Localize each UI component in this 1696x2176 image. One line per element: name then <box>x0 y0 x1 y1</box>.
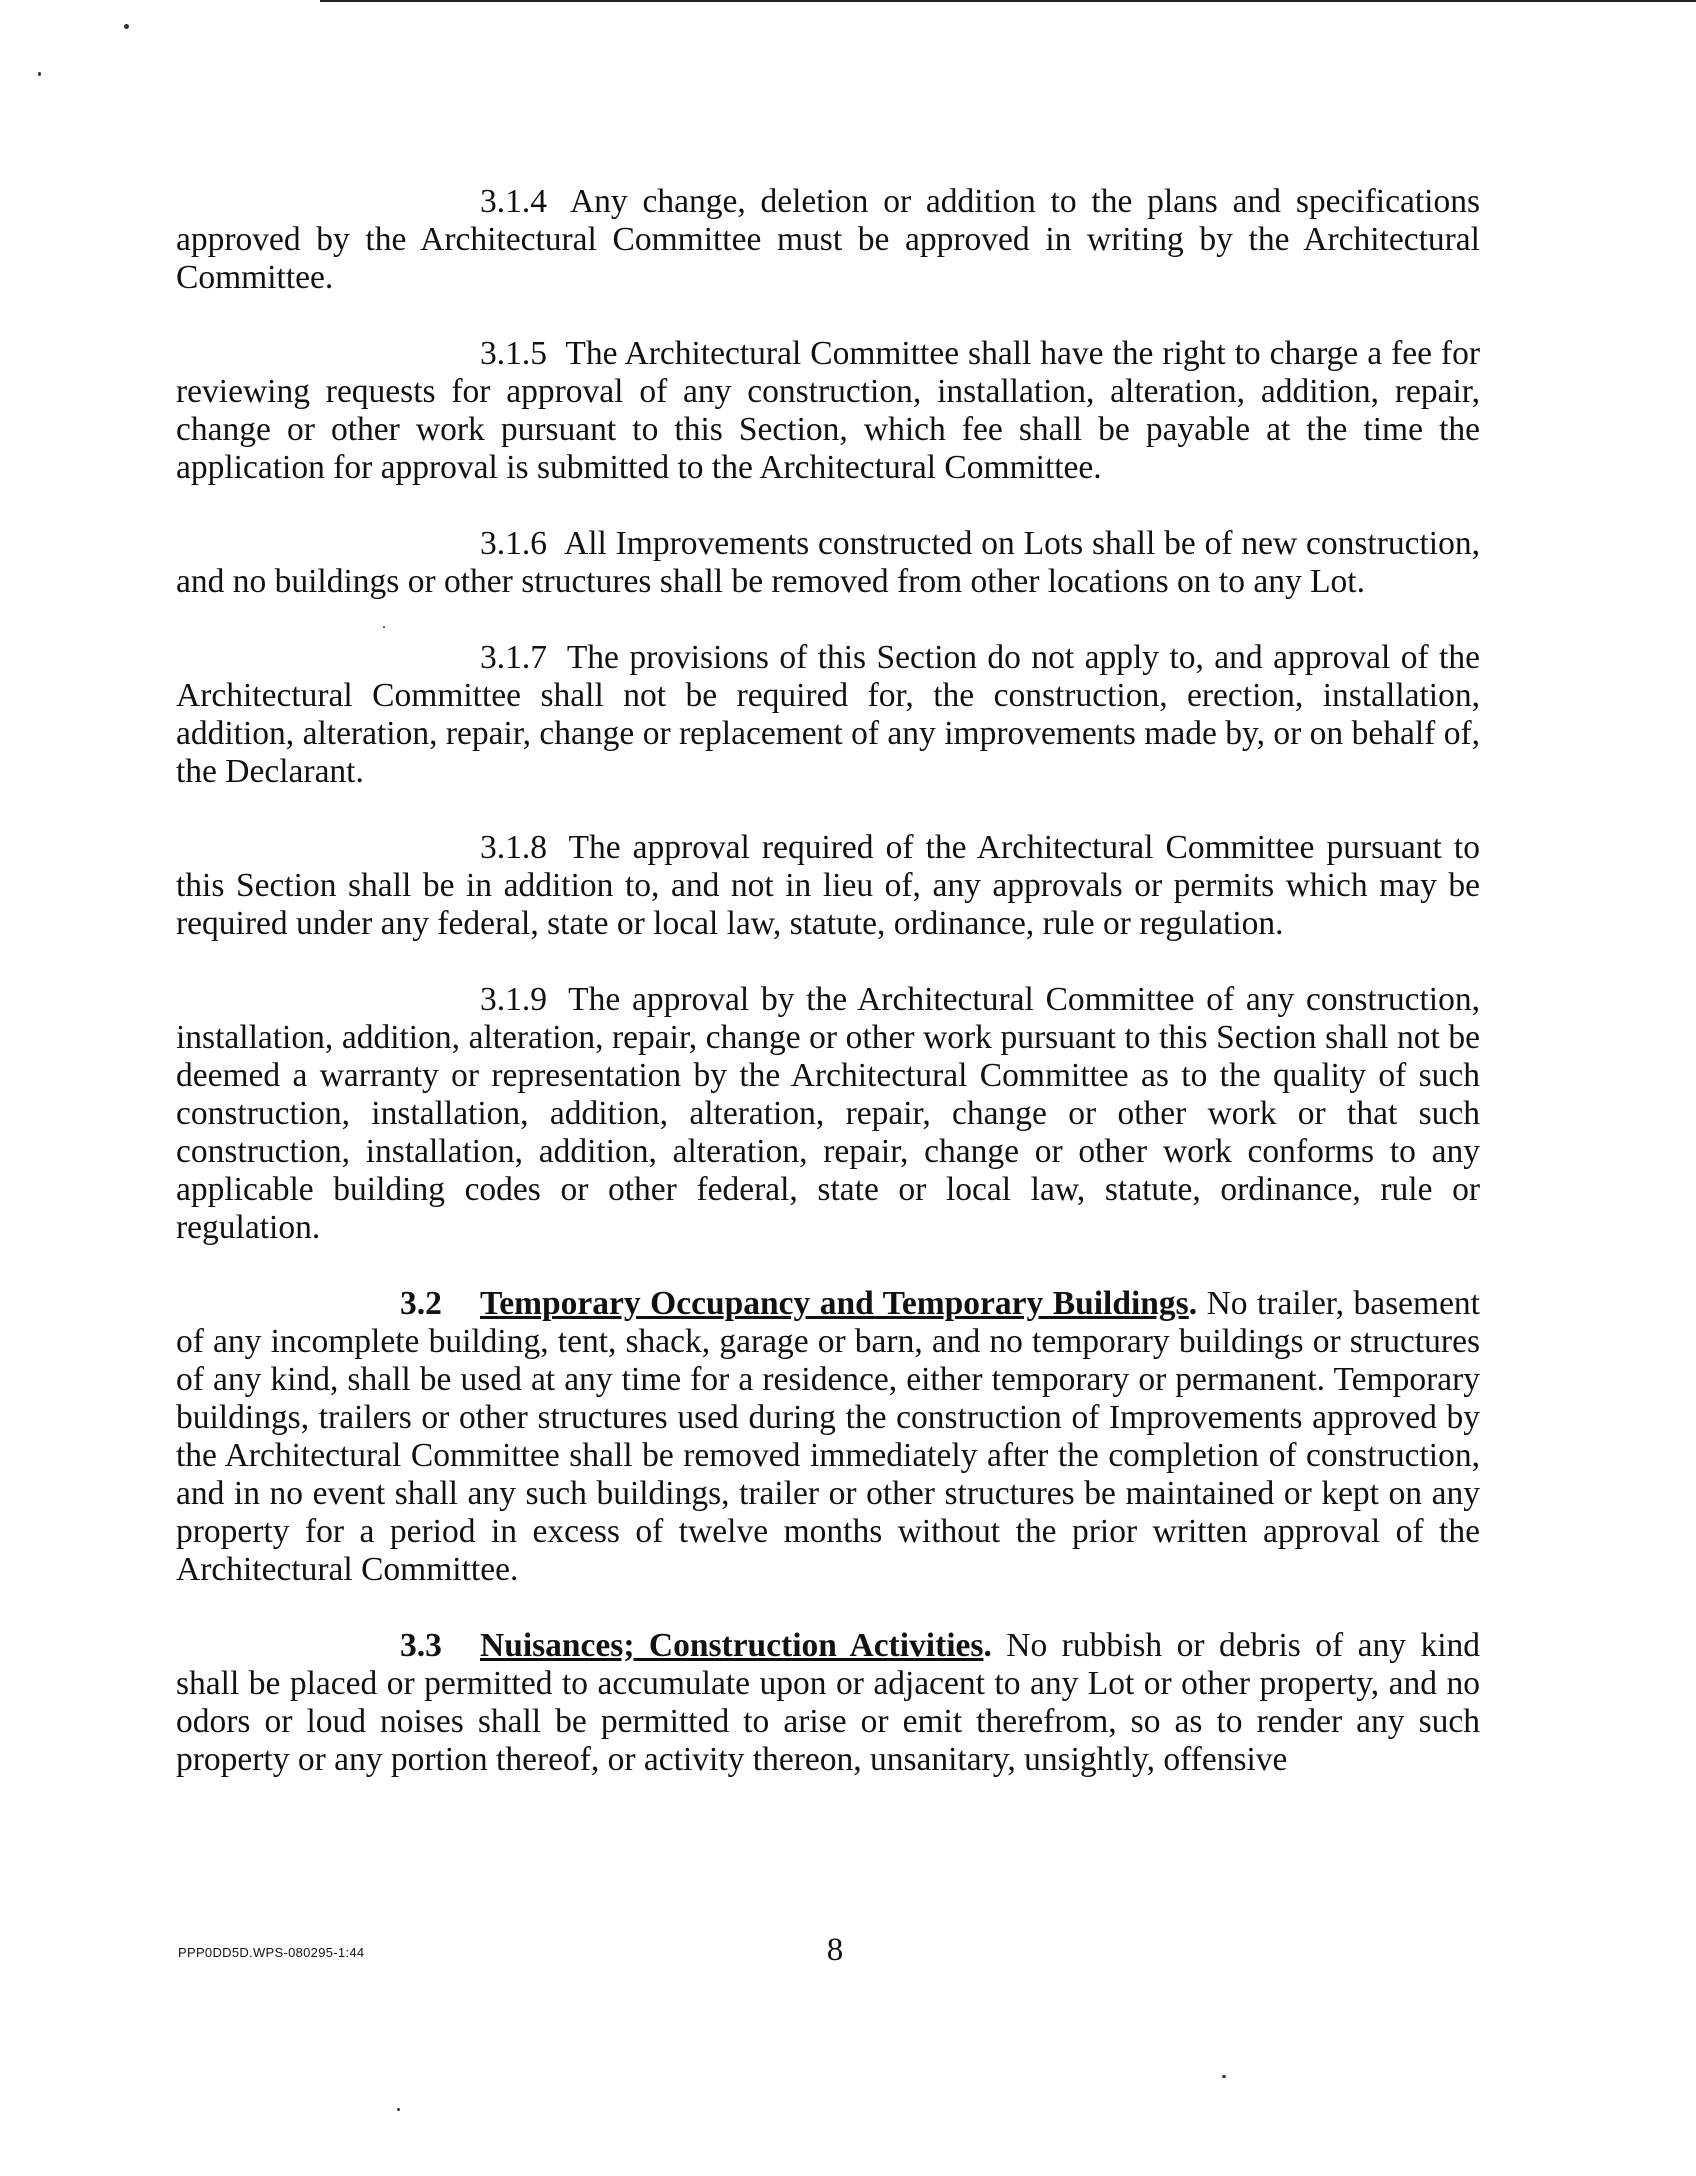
section-heading-period: . <box>1188 1285 1198 1322</box>
section-text: No rubbish or debris of any kind shall be placed or permitted to accumulate upon or adjacent to any Lot or other property, and no odors or loud noises shall be permitted to arise or emit therefrom, so as to render any such property or any portion thereof, or activity thereon, unsanitary, unsightly, offensive <box>176 1627 1480 1778</box>
scan-speck <box>1222 2075 1226 2078</box>
scan-speck <box>124 24 129 29</box>
paragraph-3-1-4 <box>176 183 1480 297</box>
paragraph-number: 3.1.8 <box>480 829 547 866</box>
paragraph-text: The Architectural Committee shall have the right to charge a fee for reviewing requests for approval of any construction, installation, alteration, addition, repair, change or other work pursuant to this Section, which fee shall be payable at the time the application for approval is submitted to the Architectural Committee. <box>176 335 1480 486</box>
paragraph-text: Any change, deletion or addition to the plans and specifications approved by the Architectural Committee must be approved in writing by the Architectural Committee. <box>176 183 1481 296</box>
section-3-2 <box>176 1285 1480 1589</box>
section-3-3 <box>176 1627 1480 1779</box>
paragraph-text: The approval by the Architectural Committee of any construction, installation, addition, alteration, repair, change or other work pursuant to this Section shall not be deemed a warranty or representation by the Architectural Committee as to the quality of such construction, installation, addition, alteration, repair, change or other work or that such construction, installation, addition, alteration, repair, change or other work conforms to any applicable building codes or other federal, state or local law, statute, ordinance, rule or regulation. <box>176 981 1480 1246</box>
scan-speck <box>38 72 41 76</box>
top-scan-edge <box>320 0 1696 2</box>
paragraph-number: 3.1.4 <box>480 183 547 220</box>
paragraph-number: 3.1.7 <box>480 639 547 676</box>
paragraph-text: The approval required of the Architectural Committee pursuant to this Section shall be in addition to, and not in lieu of, any approvals or permits which may be required under any federal, state or local law, statute, ordinance, rule or regulation. <box>176 829 1480 942</box>
paragraph-number: 3.1.5 <box>480 335 547 372</box>
paragraph-3-1-7 <box>176 639 1480 791</box>
paragraph-3-1-6 <box>176 525 1480 601</box>
scan-speck <box>397 2108 400 2111</box>
body-text <box>176 183 1480 1817</box>
paragraph-3-1-5 <box>176 335 1480 487</box>
footer-document-code: PPP0DD5D.WPS-080295-1:44 <box>178 1945 365 1960</box>
section-number: 3.3 <box>400 1627 442 1664</box>
page-number: 8 <box>826 1932 844 1968</box>
paragraph-text: All Improvements constructed on Lots shall be of new construction, and no buildings or other structures shall be removed from other locations on to any Lot. <box>176 525 1480 600</box>
paragraph-3-1-8 <box>176 829 1480 943</box>
paragraph-number: 3.1.6 <box>480 525 547 562</box>
section-number: 3.2 <box>400 1285 442 1322</box>
section-heading: Temporary Occupancy and Temporary Buildings <box>480 1285 1189 1322</box>
paragraph-number: 3.1.9 <box>480 981 547 1018</box>
paragraph-text: The provisions of this Section do not apply to, and approval of the Architectural Committee shall not be required for, the construction, erection, installation, addition, alteration, repair, change or replacement of any improvements made by, or on behalf of, the Declarant. <box>176 639 1480 790</box>
section-heading-period: . <box>983 1627 992 1664</box>
paragraph-3-1-9 <box>176 981 1480 1247</box>
section-text: No trailer, basement of any incomplete building, tent, shack, garage or barn, and no temporary buildings or structures of any kind, shall be used at any time for a residence, either temporary or permanent. Temporary buildings, trailers or other structures used during the construction of Improvements approved by the Architectural Committee shall be removed immediately after the completion of construction, and in no event shall any such buildings, trailer or other structures be maintained or kept on any property for a period in excess of twelve months without the prior written approval of the Architectural Committee. <box>176 1285 1480 1588</box>
section-heading: Nuisances; Construction Activities <box>480 1627 984 1664</box>
